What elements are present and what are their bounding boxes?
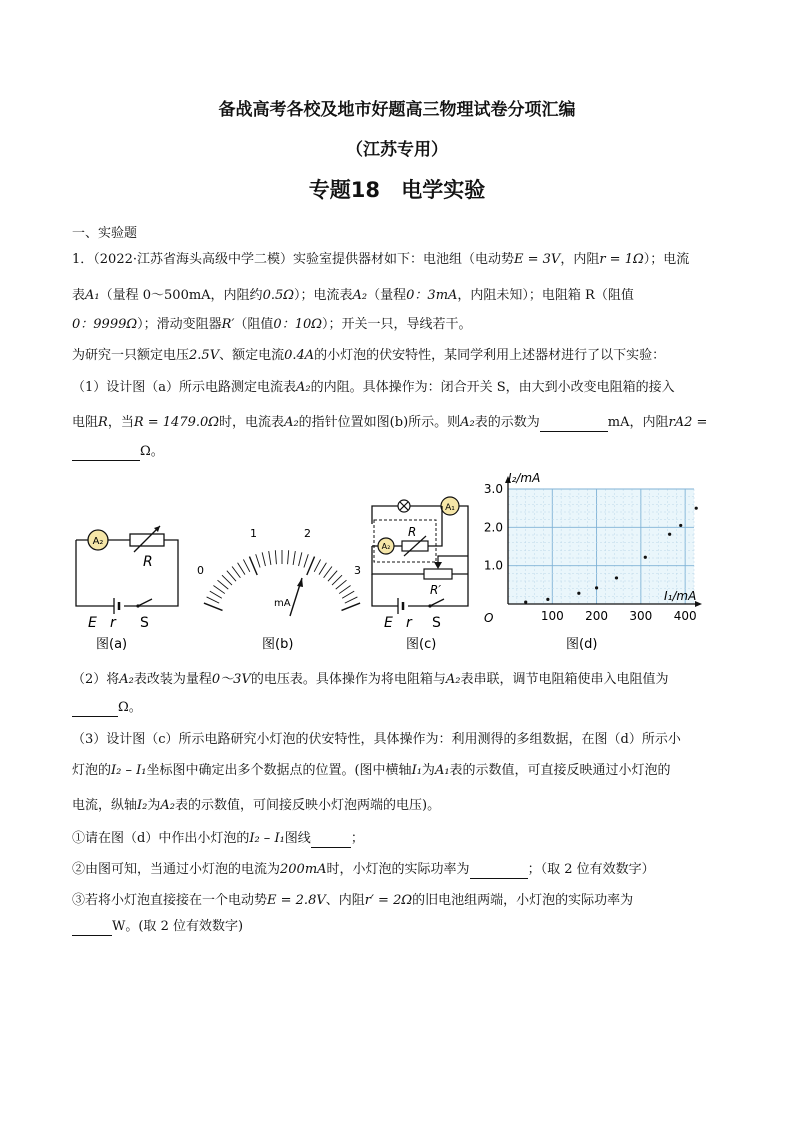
dial-tick [207, 597, 220, 603]
text: 为 [421, 763, 435, 778]
text: 表的示数值，可直接反映通过小灯泡的 [449, 763, 671, 778]
figure-c-caption: 图(c) [406, 637, 437, 652]
ammeter-a2-label: A₂ [381, 542, 391, 551]
text: 表的示数为 [474, 415, 540, 430]
emf-value: E = 3V [514, 252, 561, 267]
dial-tick [262, 552, 265, 566]
document-title: 备战高考各校及地市好题高三物理试卷分项汇编 [218, 100, 576, 120]
resistance-symbol: rA2 [668, 415, 693, 430]
text: 为研究一只额定电压 [72, 348, 190, 363]
a2-range: 0：3mA [406, 288, 458, 303]
text: （阻值 [234, 317, 274, 332]
part3-line-2 [72, 762, 732, 780]
label-e: E [384, 615, 393, 631]
a1-resistance: 0.5Ω [262, 288, 295, 303]
dial-tick [332, 575, 342, 585]
voltmeter-range: 0～3V [211, 672, 251, 687]
data-point [668, 533, 671, 536]
figure-a-caption: 图(a) [96, 637, 128, 652]
dial-tick [336, 580, 347, 589]
dial-tick [288, 550, 289, 564]
label-s: S [432, 615, 441, 631]
sub-question-3-line-2 [72, 918, 732, 936]
text: （2）将 [72, 672, 120, 687]
text: 表的示数值，可间接反映小灯泡两端的电压)。 [175, 798, 441, 813]
text: 、额定电流 [219, 348, 285, 363]
dial-tick [269, 551, 271, 565]
answer-blank[interactable] [311, 833, 351, 848]
label-e: E [88, 615, 97, 631]
sub-question-1 [72, 830, 732, 848]
text: ，内阻 [629, 415, 669, 430]
resistor-label: R [408, 525, 417, 539]
dial-tick [342, 591, 354, 598]
data-point [695, 507, 698, 510]
text: 1．（2022·江苏省海头高级中学二模）实验室提供器材如下：电池组（电动势 [72, 252, 514, 267]
text: 的内阻。具体操作为：闭合开关 S，由大到小改变电阻箱的接入 [310, 380, 675, 395]
text: 表串联，调节电阻箱使串入电阻值为 [460, 672, 669, 687]
part2-line-2 [72, 699, 732, 717]
dial-tick [204, 603, 223, 610]
text: （量程 0～500mA，内阻约 [99, 288, 263, 303]
dial-tick [324, 566, 332, 577]
text: （1）设计图（a）所示电路测定电流表 [72, 380, 297, 395]
q1-line-4 [72, 347, 732, 365]
label-r: r [406, 615, 412, 631]
sub-question-2 [72, 861, 732, 879]
symbol-r: R [98, 415, 108, 430]
ammeter-a1-symbol: A₁ [434, 763, 450, 778]
x-axis-label: I₁/mA [664, 589, 697, 603]
dial-tick [238, 563, 245, 575]
dial-tick [314, 559, 320, 571]
figure-c-circuit [368, 466, 484, 656]
text: 时，小灯泡的实际功率为 [326, 862, 470, 877]
text: 电阻 [72, 415, 99, 430]
x-tick-label: 300 [629, 609, 653, 623]
unit-ma: mA [607, 415, 630, 430]
text: 的旧电池组两端，小灯泡的实际功率为 [412, 893, 634, 908]
dial-tick [210, 591, 222, 598]
figure-b-caption: 图(b) [262, 637, 294, 652]
text: ； [350, 831, 364, 846]
y-tick-label: 1.0 [483, 558, 503, 573]
dial-tick [213, 585, 224, 593]
text: Ω。 [140, 444, 164, 459]
text: ，内阻未知）；电阻箱 R（阻值 [457, 288, 634, 303]
dial-tick [243, 559, 249, 571]
answer-blank[interactable] [540, 417, 608, 432]
answer-blank[interactable] [72, 921, 112, 936]
ammeter-a2-symbol: A₂ [119, 672, 134, 687]
text: （3）设计图（c）所示电路研究小灯泡的伏安特性，具体操作为：利用测得的多组数据，在图（d）所示小 [72, 732, 681, 747]
text: ；（取 2 位有效数字） [527, 862, 655, 877]
label-s: S [140, 615, 149, 631]
rated-current: 0.4A [284, 348, 315, 363]
y-tick-label: 3.0 [483, 482, 503, 496]
dial-label-3: 3 [354, 564, 361, 577]
dial-tick [307, 557, 315, 575]
resistor-box-range: 0：9999Ω [72, 317, 138, 332]
dial-tick [293, 551, 295, 565]
text: ）；电流 [643, 252, 690, 267]
ammeter-a1-label: A₁ [445, 503, 455, 513]
topic-name: 电学实验 [401, 178, 486, 202]
dial-tick [222, 575, 232, 585]
ammeter-a2-label: A₂ [92, 536, 104, 547]
part1-line-1 [72, 379, 732, 397]
data-point [679, 524, 682, 527]
text: 时，电流表 [219, 415, 285, 430]
rheostat-icon [424, 569, 452, 579]
text: 表 [72, 288, 86, 303]
data-point [615, 576, 618, 579]
ammeter-a2-symbol: A₂ [352, 288, 368, 303]
part1-line-2 [72, 414, 732, 432]
dial-tick [342, 603, 361, 610]
text: （量程 [367, 288, 407, 303]
dial-unit: mA [274, 598, 291, 609]
text: Ω。 [118, 700, 142, 715]
text: W。(取 2 位有效数字) [112, 919, 244, 934]
i2-symbol: I₂ [137, 798, 148, 813]
data-point [524, 600, 527, 603]
data-point [644, 556, 647, 559]
dial-tick [249, 557, 257, 575]
rated-voltage: 2.5V [189, 348, 220, 363]
part1-line-3 [72, 443, 732, 461]
text: 的小灯泡的伏安特性，某同学利用上述器材进行了以下实验： [314, 348, 666, 363]
ammeter-a2-symbol: A₂ [445, 672, 461, 687]
rheostat-label: R′ [430, 583, 442, 597]
text: ③若将小灯泡直接接在一个电动势 [72, 893, 268, 908]
data-point [577, 592, 580, 595]
figure-b-ammeter-dial [194, 466, 370, 656]
document-subtitle: （江苏专用） [346, 140, 448, 160]
figure-a-circuit [68, 466, 186, 656]
internal-resistance: r = 1Ω [599, 252, 644, 267]
topic-heading [0, 174, 794, 204]
text: 、内阻 [325, 893, 365, 908]
q1-line-2 [72, 287, 732, 305]
sub-question-3 [72, 892, 732, 910]
part2-line-1 [72, 671, 732, 689]
dial-label-2: 2 [304, 527, 311, 540]
dial-tick [328, 571, 337, 582]
text: ②由图可知，当通过小灯泡的电流为 [72, 862, 281, 877]
dial-tick [275, 550, 276, 564]
section-heading: 一、实验题 [72, 226, 138, 241]
ammeter-a2-symbol: A₂ [460, 415, 475, 430]
topic-number: 专题18 [308, 178, 380, 202]
answer-blank[interactable] [470, 864, 528, 879]
figure-d-caption: 图(d) [566, 637, 598, 652]
data-point [595, 586, 598, 589]
text: 的指针位置如图(b)所示。则 [298, 415, 461, 430]
label-r: r [110, 615, 116, 631]
dial-tick [319, 563, 326, 575]
x-tick-label: 400 [673, 609, 697, 623]
text: 表改装为量程 [133, 672, 212, 687]
part3-line-1 [72, 731, 732, 749]
text: = [692, 415, 708, 430]
ammeter-a2-symbol: A₂ [284, 415, 299, 430]
dial-tick [304, 554, 308, 567]
dial-tick [232, 566, 240, 577]
dial-label-0: 0 [197, 564, 204, 577]
text: ）；滑动变阻器 [137, 317, 222, 332]
text: 的电压表。具体操作为将电阻箱与 [250, 672, 446, 687]
chart-plot-area [508, 489, 697, 604]
i1-symbol: I₁ [411, 763, 422, 778]
text: 电流，纵轴 [72, 798, 138, 813]
internal-resistance: r′ = 2Ω [364, 893, 413, 908]
answer-blank[interactable] [72, 702, 118, 717]
text: ，当 [107, 415, 134, 430]
origin-label: O [484, 611, 494, 625]
text: 灯泡的 [72, 763, 112, 778]
x-tick-label: 200 [585, 609, 609, 623]
resistance-value: R = 1479.0Ω [133, 415, 220, 430]
dial-label-1: 1 [250, 527, 257, 540]
emf-value: E = 2.8V [267, 893, 326, 908]
y-tick-label: 2.0 [483, 520, 503, 535]
rheostat-range: 0：10Ω [273, 317, 323, 332]
text: ）；电流表 [294, 288, 353, 303]
current-value: 200mA [280, 862, 327, 877]
text: 图线 [284, 831, 311, 846]
q1-line-3 [72, 316, 732, 334]
figure-d-chart [478, 466, 718, 656]
dial-tick [299, 552, 302, 566]
data-point [546, 598, 549, 601]
text: ①请在图（d）中作出小灯泡的 [72, 831, 250, 846]
q1-line-1 [72, 251, 732, 269]
text: 坐标图中确定出多个数据点的位置。(图中横轴 [146, 763, 412, 778]
axes-symbol: I₂ – I₁ [111, 763, 147, 778]
text: ）；开关一只，导线若干。 [322, 317, 472, 332]
ammeter-a2-symbol: A₂ [296, 380, 311, 395]
dial-tick [339, 585, 350, 593]
dial-tick [345, 597, 358, 603]
y-axis-label: I₂/mA [508, 471, 541, 485]
resistor-label: R [143, 554, 153, 570]
ammeter-a2-symbol: A₂ [160, 798, 175, 813]
text: 为 [147, 798, 161, 813]
axes-symbol: I₂ – I₁ [249, 831, 285, 846]
dial-tick [227, 571, 236, 582]
dial-tick [218, 580, 229, 589]
part3-line-3 [72, 797, 732, 815]
answer-blank[interactable] [72, 446, 140, 461]
rheostat-symbol: R′ [221, 317, 235, 332]
dial-tick [256, 554, 260, 567]
x-tick-label: 100 [540, 609, 564, 623]
text: ，内阻 [560, 252, 600, 267]
ammeter-a1-symbol: A₁ [85, 288, 100, 303]
